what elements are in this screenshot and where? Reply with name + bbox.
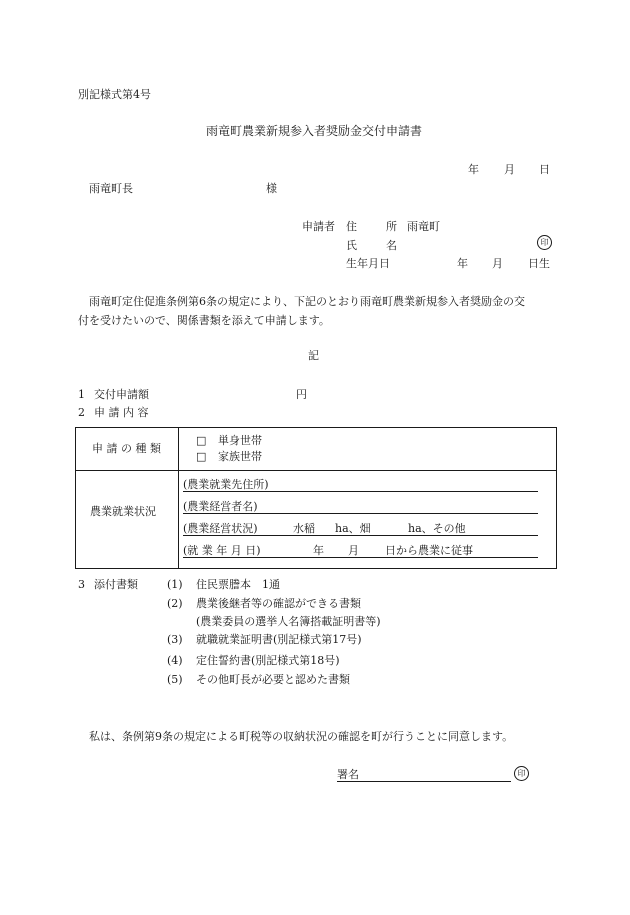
table-row-divider [76,470,556,471]
consent-statement: 私は、条例第9条の規定による町税等の収納状況の確認を町が行うことに同意します。 [89,730,514,743]
farming-status-label: 農業就業状況 [90,505,156,518]
birth-day: 日生 [528,257,550,270]
body-line-1: 雨竜町定住促進条例第6条の規定により、下記のとおり雨竜町農業新規参入者奨励金の交 [89,295,525,308]
date-day: 日 [539,163,550,176]
attachments-number: 3 [78,578,85,591]
employment-date-label: (就 業 年 月 日) [183,544,261,557]
single-household-label: 単身世帯 [218,434,262,447]
employment-tail: 日から農業に従事 [385,544,473,557]
form-number: 別記様式第4号 [78,88,151,101]
address-label-1: 住 [346,220,357,233]
addressee-honorific: 様 [266,182,277,195]
signature-field[interactable] [337,767,511,782]
item1-label: 交付申請額 [94,388,149,401]
farm-address-label: (農業就業先住所) [183,478,269,491]
farm-manager-field[interactable] [183,499,538,514]
addressee-name: 雨竜町長 [89,182,133,195]
signature-seal-icon: 印 [514,766,529,781]
farm-management-field[interactable] [183,521,538,536]
attachment-number: (5) [167,673,183,686]
signature-label: 署名 [337,768,359,781]
document-title: 雨竜町農業新規参入者奨励金交付申請書 [206,124,423,138]
attachment-text: 農業後継者等の確認ができる書類 [196,597,361,610]
item1-unit: 円 [296,388,307,401]
address-label-2: 所 [386,220,397,233]
attachment-text: 定住誓約書(別記様式第18号) [196,654,340,667]
attachment-text: (農業委員の選挙人名簿搭載証明書等) [196,615,381,628]
birth-year: 年 [457,257,468,270]
single-household-checkbox[interactable]: □ [196,434,207,447]
applicant-label: 申請者 [302,220,335,233]
farm-management-label: (農業経営状況) [183,522,258,535]
body-line-2: 付を受けたいので、関係書類を添えて申請します。 [78,314,330,327]
table-column-divider [178,428,179,568]
birthdate-label: 生年月日 [346,257,390,270]
attachment-number: (4) [167,654,183,667]
ki-heading: 記 [308,349,319,362]
employment-month: 月 [348,544,359,557]
name-label-1: 氏 [346,239,357,252]
other-ha-label: ha、その他 [408,522,466,535]
item1-number: 1 [78,388,85,401]
employment-date-field[interactable] [183,543,538,558]
item2-label: 申 請 内 容 [94,406,149,419]
attachment-text: 就職就業証明書(別記様式第17号) [196,633,362,646]
address-value: 雨竜町 [407,220,440,233]
paddy-label: 水稲 [293,522,315,535]
attachment-number: (1) [167,578,183,591]
date-month: 月 [504,163,515,176]
item2-number: 2 [78,406,85,419]
attachment-number: (3) [167,633,183,646]
employment-year: 年 [313,544,324,557]
attachments-label: 添付書類 [94,578,138,591]
attachment-number: (2) [167,597,183,610]
application-type-label: 申 請 の 種 類 [92,442,161,455]
family-household-label: 家族世帯 [218,450,262,463]
farm-address-field[interactable] [183,477,538,492]
date-year: 年 [468,163,479,176]
attachment-text: 住民票謄本 1通 [196,578,280,591]
attachment-text: その他町長が必要と認めた書類 [196,673,350,686]
farm-manager-label: (農業経営者名) [183,500,258,513]
name-label-2: 名 [386,239,397,252]
field-ha-label: ha、畑 [335,522,371,535]
applicant-seal-icon: 印 [537,235,552,250]
family-household-checkbox[interactable]: □ [196,450,207,463]
birth-month: 月 [492,257,503,270]
